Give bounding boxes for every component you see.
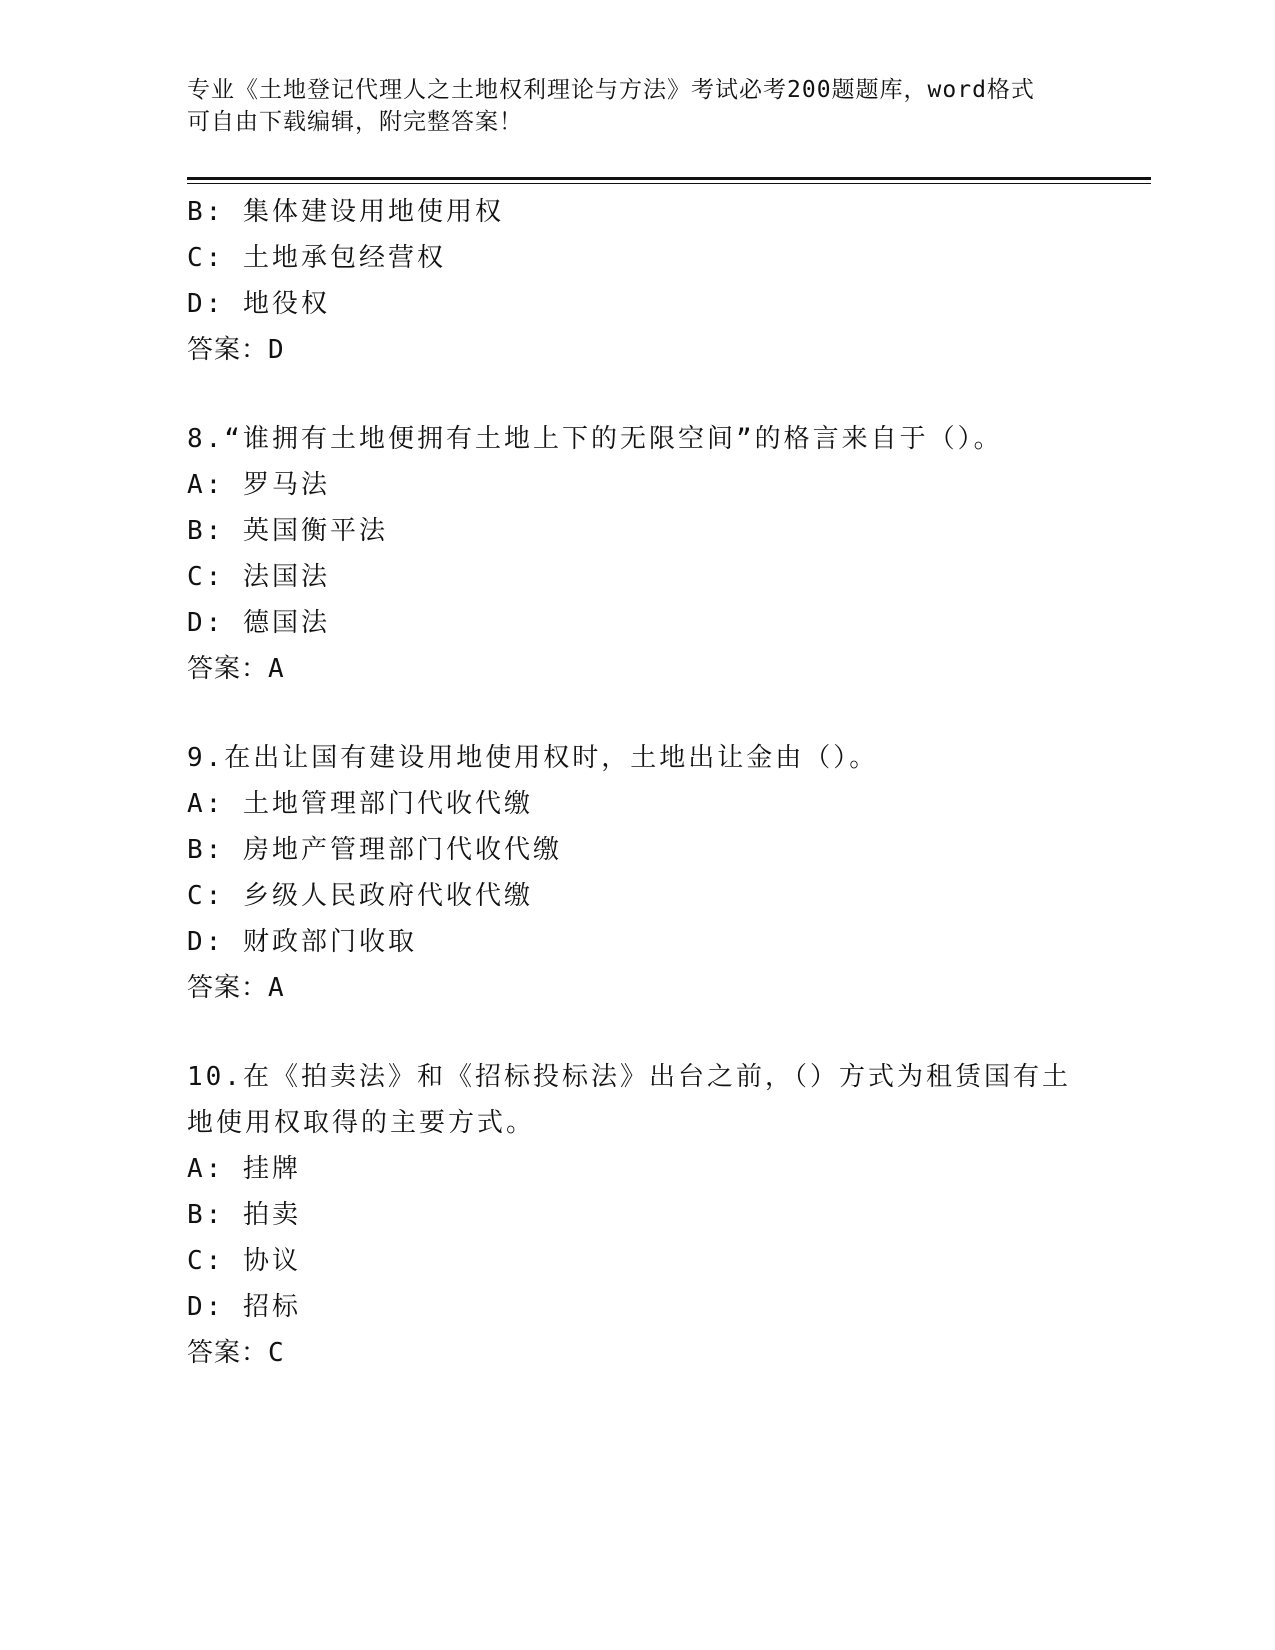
- answer-label: 答案：: [187, 973, 269, 1003]
- header-divider-thin: [187, 183, 1151, 184]
- question-8: [187, 416, 1087, 692]
- header-line-2: 可自由下载编辑，附完整答案！: [187, 109, 523, 135]
- answer-value: A: [268, 654, 285, 684]
- question-stem-line-2: 地使用权取得的主要方式。: [187, 1108, 536, 1138]
- option-b: B: 拍卖: [187, 1200, 301, 1230]
- option-a: A: 挂牌: [187, 1154, 301, 1184]
- answer-label: 答案：: [187, 1338, 269, 1368]
- answer-line: [187, 327, 1087, 373]
- option-d: D: 招标: [187, 1292, 301, 1322]
- question-7-partial: [187, 189, 1087, 373]
- option-b: B: 英国衡平法: [187, 516, 388, 546]
- question-stem: 9.在出让国有建设用地使用权时，土地出让金由（）。: [187, 743, 879, 773]
- option-b: B: 房地产管理部门代收代缴: [187, 835, 562, 865]
- option-c: C: 协议: [187, 1246, 301, 1276]
- question-list: [187, 189, 1087, 1376]
- option-d: D: 财政部门收取: [187, 927, 417, 957]
- answer-line: [187, 965, 1087, 1011]
- option-c: C: 乡级人民政府代收代缴: [187, 881, 533, 911]
- header-line-1: 专业《土地登记代理人之土地权利理论与方法》考试必考200题题库，word格式: [187, 77, 1035, 103]
- answer-label: 答案：: [187, 335, 269, 365]
- answer-value: C: [268, 1338, 285, 1368]
- answer-label: 答案：: [187, 654, 269, 684]
- answer-line: [187, 1330, 1087, 1376]
- document-header: [187, 74, 1067, 138]
- header-divider-thick: [187, 177, 1151, 180]
- question-9: [187, 735, 1087, 1011]
- option-c: C: 土地承包经营权: [187, 243, 446, 273]
- answer-value: D: [268, 335, 285, 365]
- option-c: C: 法国法: [187, 562, 330, 592]
- question-stem: 8.“谁拥有土地便拥有土地上下的无限空间”的格言来自于（）。: [187, 424, 1003, 454]
- answer-value: A: [268, 973, 285, 1003]
- option-a: A: 土地管理部门代收代缴: [187, 789, 533, 819]
- option-b: B: 集体建设用地使用权: [187, 197, 504, 227]
- option-d: D: 德国法: [187, 608, 330, 638]
- option-d: D: 地役权: [187, 289, 330, 319]
- question-10: [187, 1054, 1087, 1376]
- answer-line: [187, 646, 1087, 692]
- option-a: A: 罗马法: [187, 470, 330, 500]
- question-stem-line-1: 10.在《拍卖法》和《招标投标法》出台之前，（）方式为租赁国有土: [187, 1062, 1071, 1092]
